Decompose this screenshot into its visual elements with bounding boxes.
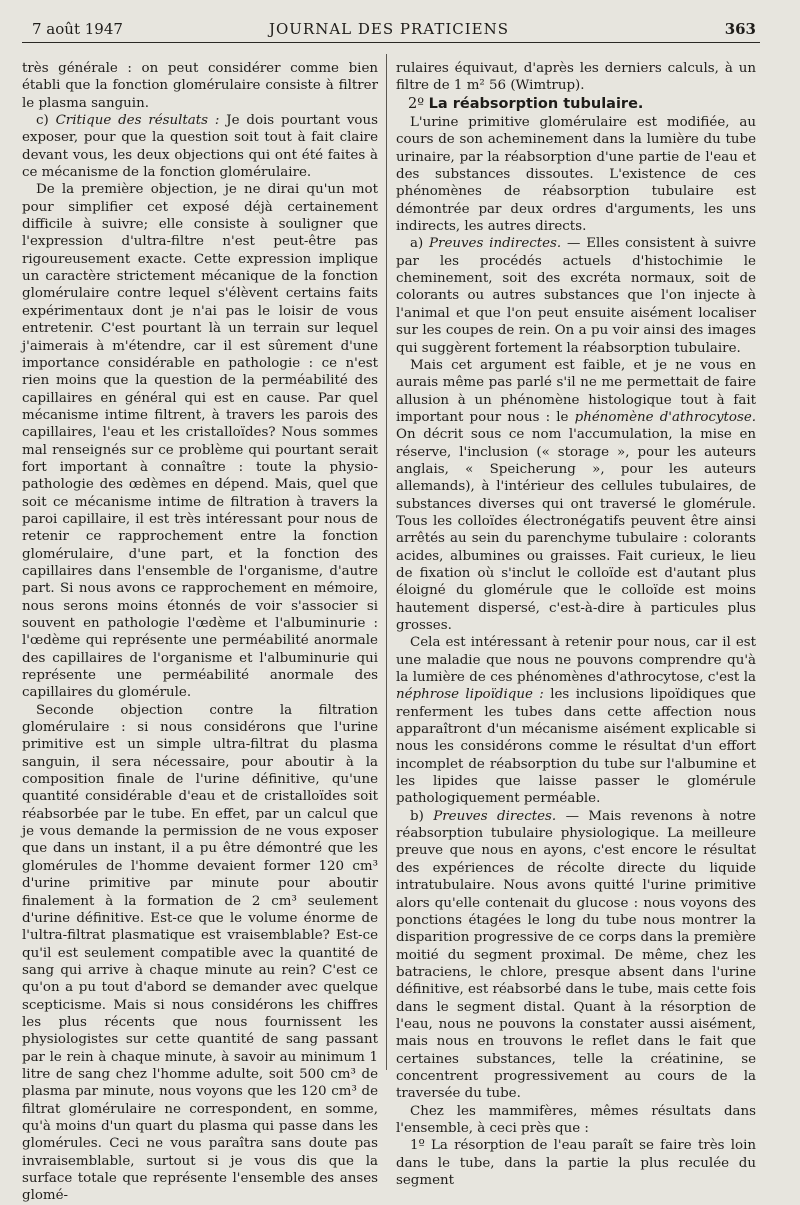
paragraph-athrocytose — [396, 357, 756, 635]
paragraph-nephrose — [396, 634, 756, 807]
italic-heading: Preuves indirectes. — [429, 236, 562, 252]
paragraph: Chez les mammifères, mêmes résultats dans l'ensemble, à ceci près que : — [396, 1103, 756, 1136]
paragraph-direct-proofs — [396, 808, 756, 1103]
item-label: a) — [410, 236, 430, 252]
paragraph: Seconde objection contre la filtration glomérulaire : si nous considérons que l'urine primitive est un simple ultra-filtrat du plasma sanguin, il sera nécessaire, pour aboutir à la composition finale de l'urine définitive, qu'une quantité considérable d'eau et de cristalloïdes soit réabsorbée par le tube. En effet, par un calcul que je vous demande la permission de ne vous exposer que dans un instant, il a pu être démontré que les glomérules de l'homme devaient former 120 cm³ d'urine primitive par minute pour aboutir finalement à la formation de 2 cm³ seulement d'urine définitive. Est-ce que le volume énorme de l'ultra-filtrat plasmatique est vraisemblable? Est-ce qu'il est seulement compatible avec la quantité de sang qui arrive à chaque minute au rein? C'est ce qu'on a pu tout d'abord se demander avec quelque scepticisme. Mais si nous considérons les chiffres les plus récents que nous fournissent les physiologistes sur cette quantité de sang passant par le rein à chaque minute, à savoir au minimum 1 litre de sang chez l'homme adulte, soit 500 cm³ de plasma par minute, nous voyons que les 120 cm³ de filtrat glomérulaire ne correspondent, en somme, qu'à moins d'un quart du plasma qui passe dans les glomérules. Ceci ne vous paraîtra sans doute pas invraisemblable, surtout si je vous dis que la surface totale que représente l'ensemble des anses glomé- — [22, 702, 378, 1204]
running-header — [22, 16, 756, 40]
paragraph-text: — Elles consistent à suivre par les procédés actuels d'histochimie le cheminement, soit des excréta normaux, soit de colorants ou autres substances que l'on injecte à l'animal et que l'on peut ensuite aisément localiser sur les coupes de rein. On a pu voir ainsi des images qui suggèrent fortement la réabsorption tubulaire. — [396, 236, 756, 356]
section-number: 2º — [408, 95, 429, 112]
paragraph: L'urine primitive glomérulaire est modifiée, au cours de son acheminement dans la lumière du tube urinaire, par la réabsorption d'une partie de l'eau et des substances dissoutes. L'existence de ces phénomènes de réabsorption tubulaire est démontrée par deux ordres d'arguments, les uns indirects, les autres directs. — [396, 115, 756, 235]
header-date: 7 août 1947 — [32, 20, 123, 38]
paragraph: De la première objection, je ne dirai qu'un mot pour simplifier cet exposé déjà certainement difficile à suivre; elle consiste à souligner que l'expression d'ultra-filtre n'est peut-être pas rigoureusement exacte. Cette expression implique un caractère strictement mécanique de la fonction glomérulaire contre lequel s'élèvent certains faits expérimentaux dont je n'ai pas le loisir de vous entretenir. C'est pourtant là un terrain sur lequel j'aimerais à m'étendre, car il est sûrement d'une importance considérable en pathologie : ce n'est rien moins que la question de la perméabilité des capillaires en général qui est en cause. Par quel mécanisme intime filtrent, à travers les parois des capillaires, l'eau et les cristalloïdes? Nous sommes mal renseignés sur ce problème qui pourtant serait fort important à connaître : toute la physio-pathologie des œdèmes en dépend. Mais, quel que soit ce mécanisme intime de filtration à travers la paroi capillaire, il est très intéressant pour nous de retenir ce rapprochement entre la fonction glomérulaire, d'une part, et la fonction des capillaires dans l'ensemble de l'organisme, d'autre part. Si nous avons ce rapprochement en mémoire, nous serons moins étonnés de voir s'associer si souvent en pathologie l'œdème et l'albuminurie : l'œdème qui représente une perméabilité anormale des capillaires de l'organisme et l'albuminurie qui représente une perméabilité anormale des capillaires du glomérule. — [22, 182, 378, 701]
paragraph-text: On décrit sous ce nom l'accumulation, la mise en réserve, l'inclusion (« storage », pour les auteurs anglais, « Speicherung », pour les auteurs allemands), à l'intérieur des cellules tubulaires, de substances diverses qui ont traversé le glomérule. Tous les colloïdes électronégatifs peuvent être ainsi arrêtés au sein du parenchyme tubulaire : colorants acides, albumines ou graisses. Fait curieux, le lieu de fixation où s'inclut le colloïde est d'autant plus éloigné du glomérule que le colloïde est moins hautement dispersé, c'est-à-dire à particules plus grosses. — [396, 427, 756, 633]
paragraph-text: Je dois pourtant vous exposer, pour que la question soit tout à fait claire devant vous, les deux objections qui ont été faites à ce mécanisme de la fonction glomérulaire. — [22, 113, 378, 181]
right-column — [396, 60, 757, 1188]
paragraph-text: Cela est intéressant à retenir pour nous, car il est une maladie que nous ne pouvons comprendre qu'à la lumière de ces phénomènes d'athrocytose, c'est la — [396, 635, 756, 686]
paragraph-text: — Mais revenons à notre réabsorption tubulaire physiologique. La meilleure preuve que nous en ayons, c'est encore le résultat des expériences de récolte directe du liquide intratubulaire. Nous avons quitté l'urine primitive alors qu'elle contenait du glucose : nous voyons des ponctions étagées le long du tube nous montrer la disparition progressive de ce corps dans la première moitié du segment proximal. De même, chez les batraciens, le chlore, presque absent dans l'urine définitive, est réabsorbé dans le tube, mais cette fois dans le segment distal. Quant à la résorption de l'eau, nous ne pouvons la constater aussi aisément, mais nous en trouvons le reflet dans le fait que certaines substances, telle la créatinine, se concentrent progressivement au cours de la traversée du tube. — [396, 808, 756, 1102]
italic-heading: Preuves directes. — [433, 808, 557, 824]
item-label: b) — [410, 808, 434, 824]
italic-term: phénomène d'athrocytose. — [574, 409, 757, 425]
header-rule — [22, 42, 760, 43]
page-number: 363 — [724, 20, 756, 38]
journal-title: JOURNAL DES PRATICIENS — [268, 20, 510, 38]
item-label: c) — [36, 113, 56, 129]
paragraph: rulaires équivaut, d'après les derniers calculs, à un filtre de 1 m² 56 (Wimtrup). — [396, 61, 756, 94]
section-title: La réabsorption tubulaire. — [428, 95, 644, 112]
paragraph-indirect-proofs — [396, 235, 756, 356]
italic-term: néphrose lipoïdique : — [396, 687, 544, 703]
paragraph-critique — [22, 112, 378, 181]
italic-heading: Critique des résultats : — [55, 113, 220, 129]
paragraph: 1º La résorption de l'eau paraît se faire très loin dans le tube, dans la partie la plus reculée du segment — [396, 1138, 756, 1188]
paragraph: très générale : on peut considérer comme bien établi que la fonction glomérulaire consiste à filtrer le plasma sanguin. — [22, 61, 378, 111]
column-divider — [386, 54, 387, 1070]
left-column — [22, 60, 378, 1204]
paragraph-text: les inclusions lipoïdiques que renferment les tubes dans cette affection nous apparaîtront d'un mécanisme aisément explicable si nous les considérons comme le résultat d'un effort incomplet de réabsorption du tube sur l'albumine et les lipides que laisse passer le glomérule pathologiquement perméable. — [396, 687, 756, 807]
paragraph-text: Mais cet argument est faible, et je ne vous en aurais même pas parlé s'il ne me permettait de faire allusion à un phénomène histologique tout à fait important pour nous : le — [396, 357, 756, 425]
section-heading — [396, 96, 756, 113]
